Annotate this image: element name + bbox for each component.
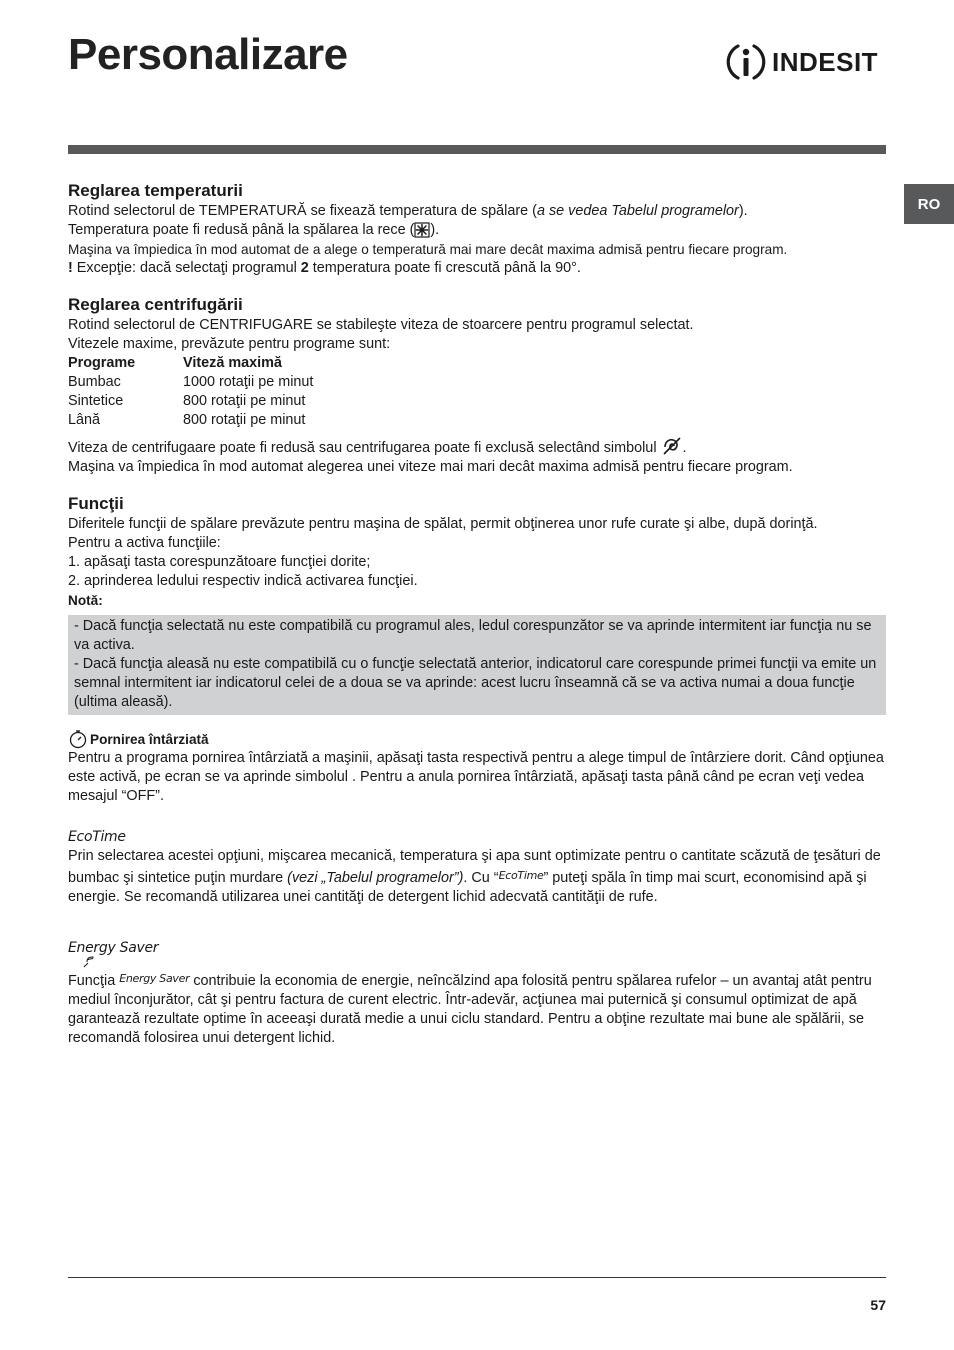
table-cell: 1000 rotaţii pe minut: [183, 374, 314, 390]
temperature-line-2: Temperatura poate fi redusă până la spălarea la rece ( ).: [68, 222, 440, 238]
energy-saver-inline-logo: Energy Saver: [119, 972, 190, 985]
delay-timer-icon: [68, 729, 88, 749]
table-row: [68, 373, 313, 392]
table-cell: Sintetice: [68, 393, 124, 409]
spin-line-3: Viteza de centrifugaare poate fi redusă sau centrifugarea poate fi exclusă selectând simbolul .: [68, 436, 886, 458]
delayed-start-text: Pentru a programa pornirea întârziată a maşinii, apăsaţi tasta respectivă pentru a alege timpul de întârziere dorit. Când opţiunea este activă, pe ecran se va aprinde simbolul . Pentru a anula pornirea întârziată, apăsaţi tasta până când pe ecran veţi vedea mesajul “OFF”.: [68, 750, 884, 804]
temperature-heading: Reglarea temperaturii: [68, 181, 243, 200]
delayed-start-heading-text: Pornirea întârziată: [90, 732, 209, 747]
language-tab: RO: [904, 184, 954, 224]
functions-step-2: 2. aprinderea ledului respectiv indică activarea funcţiei.: [68, 573, 418, 589]
energy-saver-heading-text: Energy Saver: [68, 940, 159, 956]
header-rule: [68, 145, 886, 154]
energy-saver-heading: [68, 933, 886, 969]
table-header-program: Programe: [68, 355, 136, 371]
eco-time-text: Prin selectarea acestei opţiuni, mişcarea mecanică, temperatura şi apa sunt optimizate pentru o cantitate scăzută de ţesături de bumbac şi sintetice puţin murdare (vezi „Tabelul programelor”). Cu “$^{EcoTime}$” puteţi spăla în timp mai scurt, economisind apă şi energie. Se recomandă utilizarea unei cantităţi de detergent lichid adecvată cantităţii de rufe.: [68, 848, 881, 905]
temperature-line-1: Rotind selectorul de TEMPERATURĂ se fixează temperatura de spălare (a se vedea Tabelul programelor).: [68, 203, 748, 219]
spin-line-2: Vitezele maxime, prevăzute pentru programe sunt:: [68, 336, 391, 352]
functions-line-2: Pentru a activa funcţiile:: [68, 535, 221, 551]
indesit-logo-icon: [724, 40, 768, 84]
no-spin-icon: [661, 436, 683, 456]
page-title: Personalizare: [68, 30, 348, 79]
table-header-row: [68, 354, 313, 373]
table-row: [68, 392, 313, 411]
delayed-start-heading: [68, 729, 886, 749]
eco-time-inline-logo: EcoTime: [498, 869, 544, 882]
functions-heading: Funcţii: [68, 494, 124, 513]
brand-logo: [724, 40, 878, 84]
snowflake-icon: [414, 222, 430, 238]
note-item-1: - Dacă funcţia selectată nu este compatibilă cu programul ales, ledul corespunzător se va aprinde intermitent iar funcţia nu se va activa.: [74, 618, 872, 653]
functions-line-1: Diferitele funcţii de spălare prevăzute pentru maşina de spălat, permit obţinerea unor rufe curate şi albe, după dorinţă.: [68, 516, 818, 532]
table-cell: Bumbac: [68, 374, 121, 390]
speed-table: [68, 354, 313, 430]
note-label: Notă:: [68, 593, 103, 608]
brand-name: INDESIT: [772, 46, 879, 77]
note-box: [68, 615, 886, 715]
table-cell: 800 rotaţii pe minut: [183, 393, 306, 409]
table-cell: 800 rotaţii pe minut: [183, 412, 306, 428]
note-item-2: - Dacă funcţia aleasă nu este compatibilă cu o funcţie selectată anterior, indicatorul care corespunde primei funcţii va emite un semnal intermitent iar indicatorul celei de a doua se va aprinde: acest lucru înseamnă că se va activa numai a doua funcţie (ultima aleasă).: [74, 656, 877, 710]
temperature-exception: ! Excepţie: dacă selectaţi programul 2 temperatura poate fi crescută până la 90°.: [68, 260, 581, 276]
main-content: [68, 180, 886, 1048]
energy-saver-text: Funcţia $^{Energy Saver}$ contribuie la economia de energie, neîncălzind apa folosită pentru spălarea rufelor – un avantaj atât pentru mediul înconjurător, cât şi pentru factura de curent electric. Într-adevăr, acţiunea mai puternică şi consumul optimizat de apă garantează rezultate optime în aceeaşi durată medie a unui ciclu standard. Pentru a obţine rezultate mai bune ale spălării, se recomandă folosirea unui detergent lichid.: [68, 972, 872, 1046]
eco-time-heading: EcoTime: [68, 829, 126, 845]
table-row: [68, 411, 313, 430]
footer-rule: [68, 1277, 886, 1278]
spin-heading: Reglarea centrifugării: [68, 295, 243, 314]
page-number: 57: [870, 1297, 886, 1313]
table-header-speed: Viteză maximă: [183, 355, 282, 371]
functions-step-1: 1. apăsaţi tasta corespunzătoare funcţiei dorite;: [68, 554, 371, 570]
leaf-plug-icon: [82, 955, 96, 969]
spin-line-4: Maşina va împiedica în mod automat alegerea unei viteze mai mari decât maxima admisă pentru fiecare program.: [68, 459, 793, 475]
temperature-line-3: Maşina va împiedica în mod automat de a alege o temperatură mai mare decât maxima admisă pentru fiecare program.: [68, 242, 788, 257]
table-cell: Lână: [68, 412, 101, 428]
spin-line-1: Rotind selectorul de CENTRIFUGARE se stabileşte viteza de stoarcere pentru programul selectat.: [68, 317, 694, 333]
